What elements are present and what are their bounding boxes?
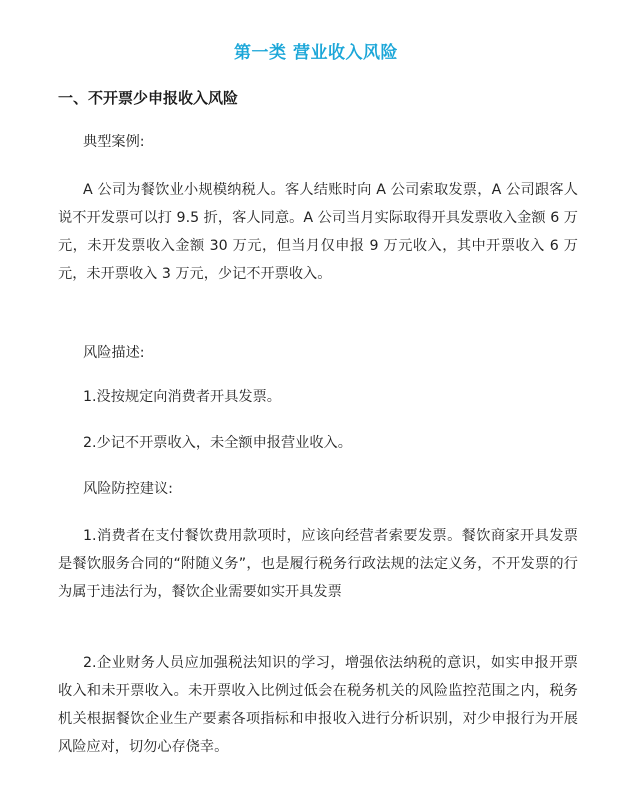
advice-paragraph: 2.企业财务人员应加强税法知识的学习，增强依法纳税的意识，如实申报开票收入和未开票收入。未开票收入比例过低会在税务机关的风险监控范围之内，税务机关根据餐饮企业生产要素各项指标和申报收入进行分析识别，对少申报行为开展风险应对，切勿心存侥幸。 xyxy=(58,655,578,755)
risk-item: 2.少记不开票收入，未全额申报营业收入。 xyxy=(83,435,352,451)
case-paragraph: A 公司为餐饮业小规模纳税人。客人结账时向 A 公司索取发票，A 公司跟客人说不开发票可以打 9.5 折，客人同意。A 公司当月实际取得开具发票收入金额 6 万元，未开发票收入金额 30 万元，但当月仅申报 9 万元收入，其中开票收入 6 万元，未开票收入 3 万元，少记不开票收入。 xyxy=(58,182,578,282)
risk-label: 风险描述: xyxy=(83,345,145,361)
advice-label: 风险防控建议: xyxy=(83,481,173,497)
case-label: 典型案例: xyxy=(83,134,145,150)
section-heading: 一、不开票少申报收入风险 xyxy=(58,89,239,107)
document-title: 第一类 营业收入风险 xyxy=(234,43,398,63)
risk-item: 1.没按规定向消费者开具发票。 xyxy=(83,389,281,405)
advice-paragraph: 1.消费者在支付餐饮费用款项时，应该向经营者索要发票。餐饮商家开具发票是餐饮服务合同的“附随义务”，也是履行税务行政法规的法定义务，不开发票的行为属于违法行为，餐饮企业需要如实开具发票 xyxy=(58,528,578,600)
